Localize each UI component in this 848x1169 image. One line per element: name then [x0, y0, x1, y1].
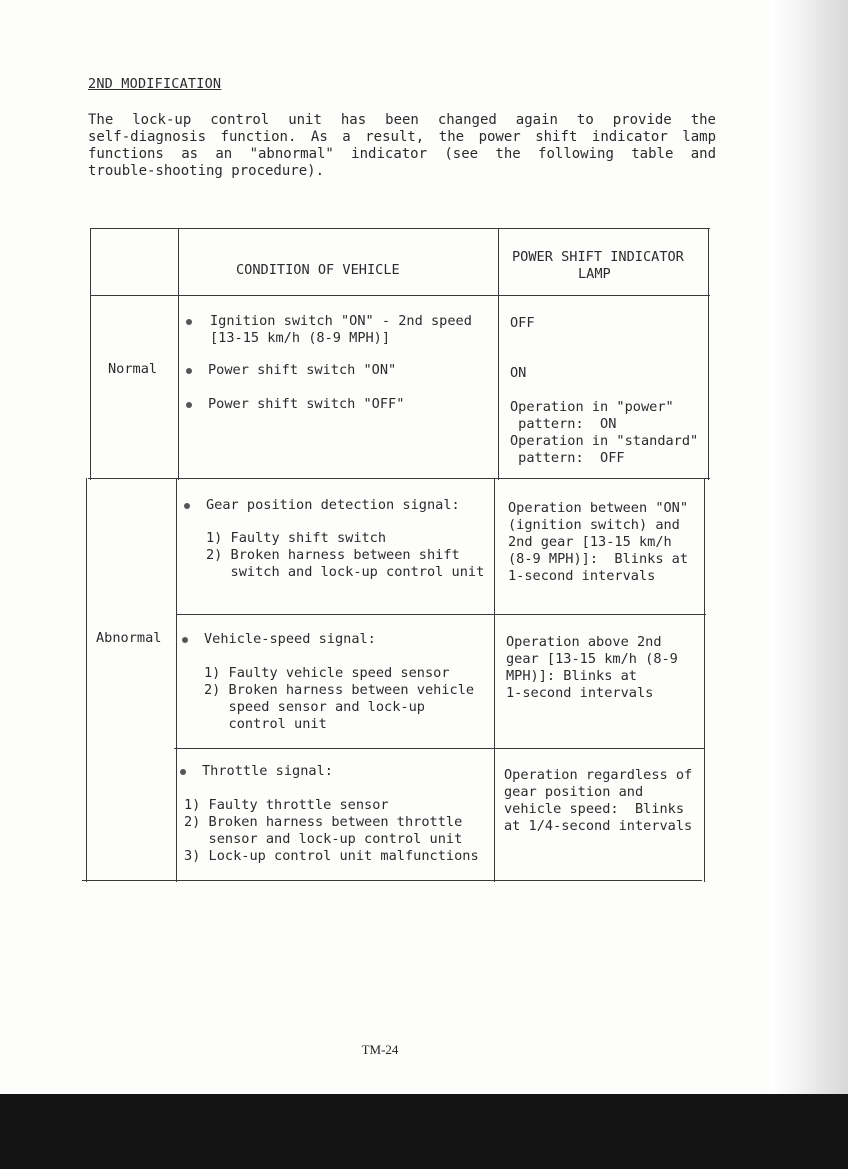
- lamp-text: OFF: [510, 315, 535, 331]
- condition-item: 1) Faulty throttle sensor: [184, 797, 389, 813]
- condition-item: 1) Faulty shift switch: [206, 530, 387, 546]
- condition-item: 2) Broken harness between vehicle: [204, 682, 475, 698]
- group-label-abnormal: Abnormal: [96, 630, 162, 646]
- header-lamp: POWER SHIFT INDICATOR: [512, 249, 684, 265]
- lamp-text: gear position and: [504, 784, 644, 800]
- table-rule: [178, 228, 179, 480]
- bullet-icon: [180, 769, 186, 775]
- condition-item: sensor and lock-up control unit: [184, 831, 463, 847]
- bullet-icon: [186, 368, 192, 374]
- condition-text: Power shift switch "OFF": [208, 396, 405, 412]
- indicator-table: [80, 228, 710, 884]
- bullet-icon: [186, 319, 192, 325]
- condition-title: Throttle signal:: [202, 763, 333, 779]
- table-rule: [174, 748, 704, 749]
- bullet-icon: [184, 503, 190, 509]
- table-rule: [90, 228, 710, 229]
- intro-paragraph: [88, 112, 716, 180]
- condition-title: Gear position detection signal:: [206, 497, 460, 513]
- table-rule: [494, 478, 495, 882]
- condition-item: 3) Lock-up control unit malfunctions: [184, 848, 479, 864]
- lamp-text: gear [13-15 km/h (8-9: [506, 651, 678, 667]
- intro-line: The lock-up control unit has been changed again to provide the: [88, 112, 716, 128]
- condition-item: switch and lock-up control unit: [206, 564, 485, 580]
- condition-title: Vehicle-speed signal:: [204, 631, 376, 647]
- lamp-text: MPH)]: Blinks at: [506, 668, 637, 684]
- bullet-icon: [182, 637, 188, 643]
- section-heading: 2ND MODIFICATION: [88, 76, 222, 92]
- header-lamp-2: LAMP: [578, 266, 611, 282]
- header-condition: CONDITION OF VEHICLE: [236, 262, 400, 278]
- table-rule: [82, 880, 702, 881]
- lamp-text: Operation regardless of: [504, 767, 693, 783]
- lamp-text: 1-second intervals: [506, 685, 654, 701]
- lamp-text: at 1/4-second intervals: [504, 818, 693, 834]
- lamp-text: Operation above 2nd: [506, 634, 662, 650]
- table-rule: [90, 228, 91, 480]
- table-rule: [176, 478, 177, 882]
- lamp-text: ON: [510, 365, 527, 381]
- lamp-text: (8-9 MPH)]: Blinks at: [508, 551, 689, 567]
- table-rule: [90, 295, 710, 296]
- page-edge-shadow: [770, 0, 848, 1169]
- condition-text: Ignition switch "ON" - 2nd speed: [210, 313, 472, 329]
- condition-item: speed sensor and lock-up: [204, 699, 425, 715]
- lamp-text: Operation in "power": [510, 399, 674, 415]
- group-label-normal: Normal: [108, 361, 158, 377]
- lamp-text: 1-second intervals: [508, 568, 656, 584]
- lamp-text: pattern: ON: [510, 416, 617, 432]
- intro-line: self-diagnosis function. As a result, the power shift indicator lamp: [88, 129, 716, 145]
- table-rule: [88, 478, 710, 479]
- lamp-text: (ignition switch) and: [508, 517, 680, 533]
- lamp-text: Operation between "ON": [508, 500, 689, 516]
- bullet-icon: [186, 402, 192, 408]
- scanner-border: [0, 1094, 848, 1169]
- table-rule: [708, 228, 709, 480]
- condition-item: control unit: [204, 716, 327, 732]
- condition-item: 1) Faulty vehicle speed sensor: [204, 665, 450, 681]
- lamp-text: vehicle speed: Blinks: [504, 801, 685, 817]
- lamp-text: Operation in "standard": [510, 433, 699, 449]
- intro-line: trouble-shooting procedure).: [88, 163, 325, 179]
- lamp-text: pattern: OFF: [510, 450, 625, 466]
- condition-item: 2) Broken harness between throttle: [184, 814, 463, 830]
- page-number: TM-24: [361, 1042, 399, 1057]
- table-rule: [498, 228, 499, 480]
- table-rule: [86, 478, 87, 882]
- table-rule: [704, 478, 705, 882]
- lamp-text: 2nd gear [13-15 km/h: [508, 534, 672, 550]
- table-rule: [176, 614, 706, 615]
- condition-item: 2) Broken harness between shift: [206, 547, 460, 563]
- condition-text: [13-15 km/h (8-9 MPH)]: [210, 330, 391, 346]
- intro-line: functions as an "abnormal" indicator (see the following table and: [88, 146, 716, 162]
- condition-text: Power shift switch "ON": [208, 362, 397, 378]
